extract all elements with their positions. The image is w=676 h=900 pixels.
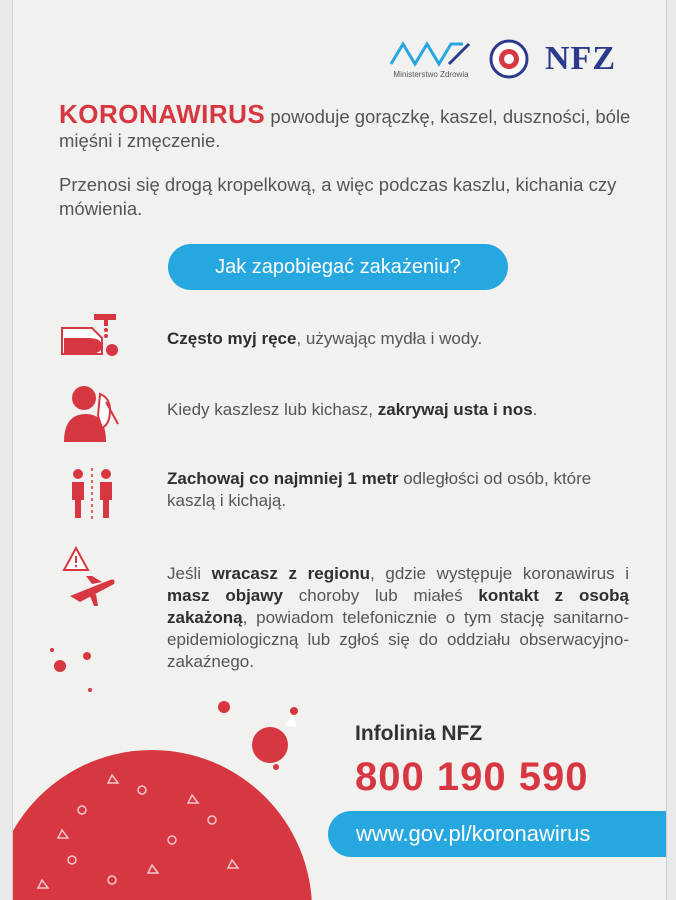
ministry-logo [389,38,473,79]
tip-handwashing-bold: Często myj ręce [167,329,297,348]
hotline-number[interactable]: 800 190 590 [355,755,589,799]
handwashing-icon [60,308,122,360]
sanitary-inspectorate-seal [489,39,529,79]
tip-distance [167,468,629,512]
hotline-label: Infolinia NFZ [355,722,483,745]
travel-warning-icon [62,546,122,608]
intro-symptoms-text: powoduje gorączkę, kaszel, duszności, bóle mięśni i zmęczenie. [59,106,631,151]
tip-travel-bold-2: masz objawy [167,586,283,605]
cough-cover-icon [62,380,120,442]
ministry-zigzag-logo [389,38,473,68]
tip-handwashing-text: , używając mydła i wody. [296,329,483,348]
poster [12,0,666,900]
nfz-logo: NFZ [545,39,616,77]
virus-blob-icon [12,700,332,900]
ministry-caption: Ministerstwo Zdrowia [393,70,469,79]
intro-transmission: Przenosi się drogą kropelkową, a więc podczas kaszlu, kichania czy mówienia. [59,174,617,219]
tip-travel-text-3: choroby lub miałeś [282,586,479,605]
logo-bar [389,38,616,79]
tip-cough-text: Kiedy kaszlesz lub kichasz, [167,400,378,419]
right-border-line [666,0,667,900]
distance-icon [68,466,116,520]
tip-travel [167,563,629,673]
left-border-line [12,0,13,900]
intro-text [59,99,639,221]
tip-handwashing [167,328,629,350]
tip-travel-text-1: Jeśli [167,564,212,583]
tip-cough-bold: zakrywaj usta i nos [377,400,533,419]
droplets-left-icon [42,640,122,700]
tip-cough [167,399,629,421]
intro-symptoms [59,99,639,153]
tip-travel-text-2: , gdzie występuje koronawirus i [369,564,630,583]
prevention-title-pill: Jak zapobiegać zakażeniu? [168,244,508,290]
tip-travel-text-4: , powiadom telefonicznie o tym stację sanitarno-epidemiologiczną lub zgłoś się do oddziału obserwacyjno-zakaźnego. [167,608,629,671]
tip-travel-bold-3: kontakt z osobą zakażoną [167,586,630,627]
tip-distance-text: odległości od osób, które kaszlą i kichają. [167,469,592,510]
website-link[interactable]: www.gov.pl/koronawirus [328,811,666,857]
tip-cough-end: . [532,400,538,419]
tip-distance-bold: Zachowaj co najmniej 1 metr [167,469,399,488]
headline-koronawirus: KORONAWIRUS [59,99,266,129]
tip-travel-bold-1: wracasz z regionu [211,564,370,583]
